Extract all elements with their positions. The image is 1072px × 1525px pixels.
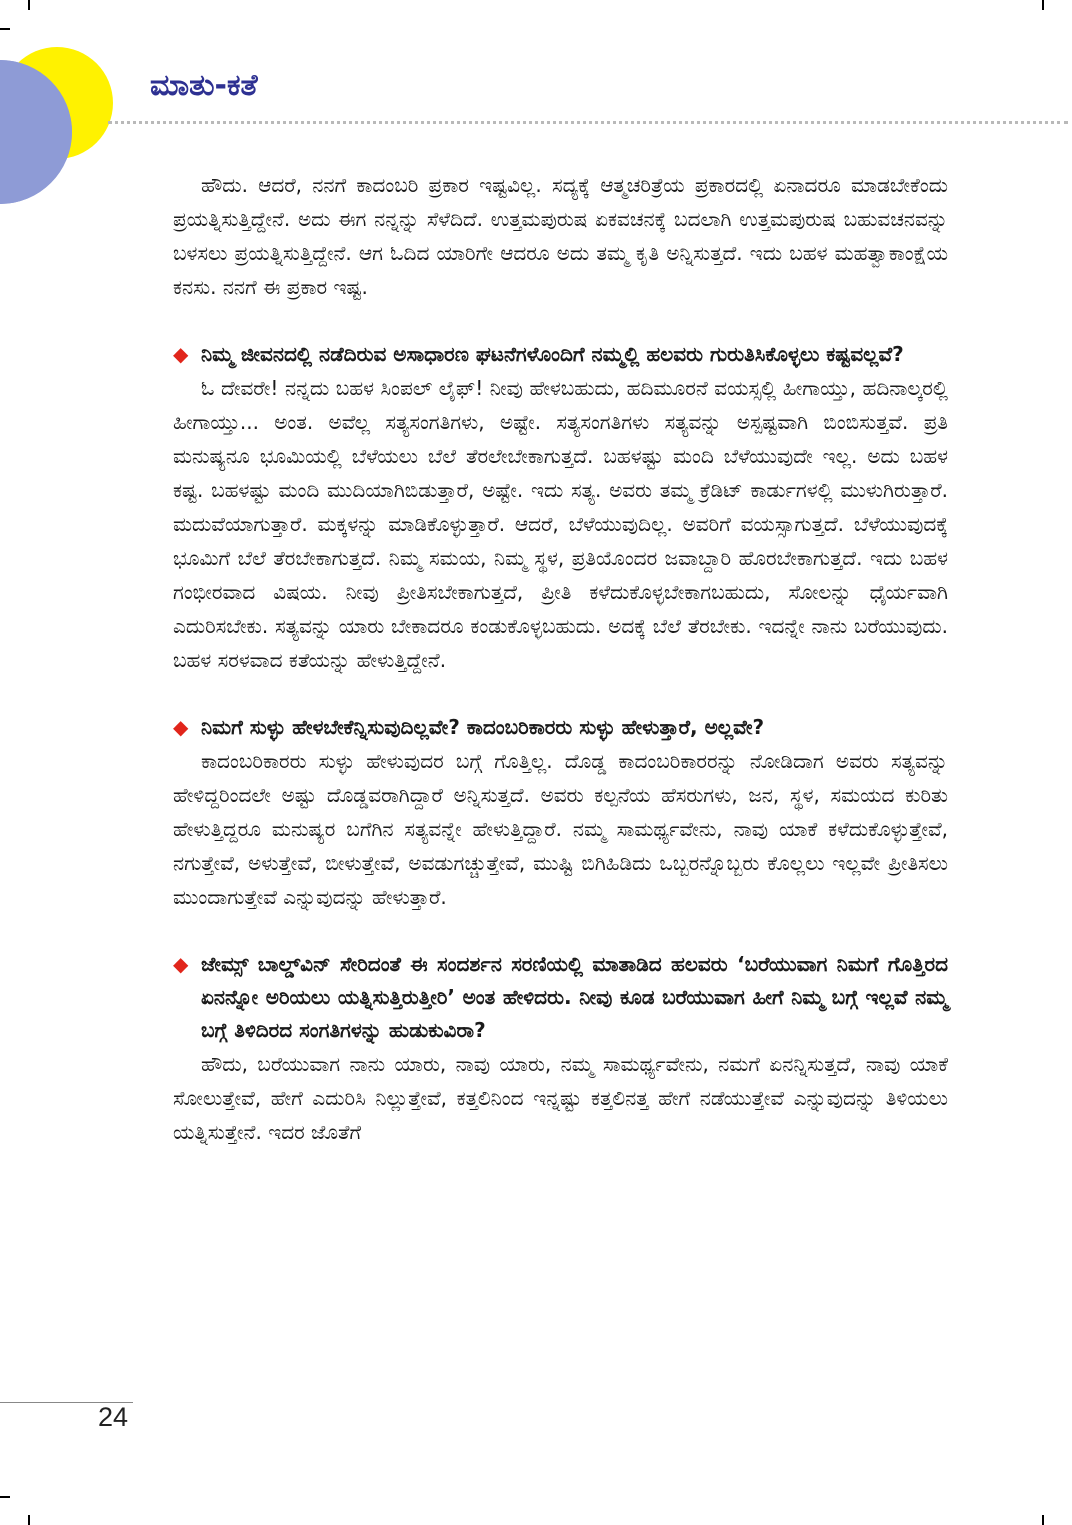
answer-paragraph: ಹೌದು, ಬರೆಯುವಾಗ ನಾನು ಯಾರು, ನಾವು ಯಾರು, ನಮ್ಮ ಸಾಮರ್ಥ್ಯವೇನು, ನಮಗೆ ಏನನ್ನಿಸುತ್ತದೆ, ನಾವು ಯಾಕೆ ಸೋಲುತ್ತೇವೆ, ಹೇಗೆ ಎದುರಿಸಿ ನಿಲ್ಲುತ್ತೇವೆ, ಕತ್ತಲಿನಿಂದ ಇನ್ನಷ್ಟು ಕತ್ತಲಿನತ್ತ ಹೇಗೆ ನಡೆಯುತ್ತೇವೆ ಎನ್ನುವುದನ್ನು ತಿಳಿಯಲು ಯತ್ನಿಸುತ್ತೇನೆ. ಇದರ ಜೊತೆಗೆ bbox=[173, 1052, 948, 1144]
page-number: 24 bbox=[98, 1402, 129, 1432]
article-body bbox=[173, 168, 948, 1149]
question-3 bbox=[173, 948, 948, 1047]
diamond-bullet-icon: ◆ bbox=[173, 715, 189, 739]
crop-mark-bottom-left bbox=[28, 1515, 30, 1525]
question-text: ನಿಮ್ಮ ಜೀವನದಲ್ಲಿ ನಡೆದಿರುವ ಅಸಾಧಾರಣ ಘಟನೆಗಳೊಂದಿಗೆ ನಮ್ಮಲ್ಲಿ ಹಲವರು ಗುರುತಿಸಿಕೊಳ್ಳಲು ಕಷ್ಟವಲ್ಲವೆ? bbox=[201, 342, 904, 366]
diamond-bullet-icon: ◆ bbox=[173, 952, 189, 976]
crop-mark-bottom-right bbox=[1042, 1515, 1044, 1525]
page-header-title: ಮಾತು-ಕತೆ bbox=[150, 68, 258, 103]
question-2 bbox=[173, 711, 948, 744]
answer-paragraph: ಓ ದೇವರೇ! ನನ್ನದು ಬಹಳ ಸಿಂಪಲ್ ಲೈಫ್! ನೀವು ಹೇಳಬಹುದು, ಹದಿಮೂರನೆ ವಯಸ್ಸಲ್ಲಿ ಹೀಗಾಯ್ತು, ಹದಿನಾಲ್ಕರಲ್ಲಿ ಹೀಗಾಯ್ತು... ಅಂತ. ಅವೆಲ್ಲ ಸತ್ಯಸಂಗತಿಗಳು, ಅಷ್ಟೇ. ಸತ್ಯಸಂಗತಿಗಳು ಸತ್ಯವನ್ನು ಅಸ್ಪಷ್ಟವಾಗಿ ಬಿಂಬಿಸುತ್ತವೆ. ಪ್ರತಿ ಮನುಷ್ಯನೂ ಭೂಮಿಯಲ್ಲಿ ಬೆಳೆಯಲು ಬೆಲೆ ತೆರಲೇಬೇಕಾಗುತ್ತದೆ. ಬಹಳಷ್ಟು ಮಂದಿ ಬೆಳೆಯುವುದೇ ಇಲ್ಲ. ಅದು ಬಹಳ ಕಷ್ಟ. ಬಹಳಷ್ಟು ಮಂದಿ ಮುದಿಯಾಗಿಬಿಡುತ್ತಾರೆ, ಅಷ್ಟೇ. ಇದು ಸತ್ಯ. ಅವರು ತಮ್ಮ ಕ್ರೆಡಿಟ್ ಕಾರ್ಡುಗಳಲ್ಲಿ ಮುಳುಗಿರುತ್ತಾರೆ. ಮದುವೆಯಾಗುತ್ತಾರೆ. ಮಕ್ಕಳನ್ನು ಮಾಡಿಕೊಳ್ಳುತ್ತಾರೆ. ಆದರೆ, ಬೆಳೆಯುವುದಿಲ್ಲ. ಅವರಿಗೆ ವಯಸ್ಸಾಗುತ್ತದೆ. ಬೆಳೆಯುವುದಕ್ಕೆ ಭೂಮಿಗೆ ಬೆಲೆ ತೆರಬೇಕಾಗುತ್ತದೆ. ನಿಮ್ಮ ಸಮಯ, ನಿಮ್ಮ ಸ್ಥಳ, ಪ್ರತಿಯೊಂದರ ಜವಾಬ್ದಾರಿ ಹೊರಬೇಕಾಗುತ್ತದೆ. ಇದು ಬಹಳ ಗಂಭೀರವಾದ ವಿಷಯ. ನೀವು ಪ್ರೀತಿಸಬೇಕಾಗುತ್ತದೆ, ಪ್ರೀತಿ ಕಳೆದುಕೊಳ್ಳಬೇಕಾಗಬಹುದು, ಸೋಲನ್ನು ಧೈರ್ಯವಾಗಿ ಎದುರಿಸಬೇಕು. ಸತ್ಯವನ್ನು ಯಾರು ಬೇಕಾದರೂ ಕಂಡುಕೊಳ್ಳಬಹುದು. ಅದಕ್ಕೆ ಬೆಲೆ ತೆರಬೇಕು. ಇದನ್ನೇ ನಾನು ಬರೆಯುವುದು. ಬಹಳ ಸರಳವಾದ ಕತೆಯನ್ನು ಹೇಳುತ್ತಿದ್ದೇನೆ. bbox=[173, 376, 948, 672]
answer-paragraph: ಹೌದು. ಆದರೆ, ನನಗೆ ಕಾದಂಬರಿ ಪ್ರಕಾರ ಇಷ್ಟವಿಲ್ಲ. ಸದ್ಯಕ್ಕೆ ಆತ್ಮಚರಿತ್ರೆಯ ಪ್ರಕಾರದಲ್ಲಿ ಏನಾದರೂ ಮಾಡಬೇಕೆಂದು ಪ್ರಯತ್ನಿಸುತ್ತಿದ್ದೇನೆ. ಅದು ಈಗ ನನ್ನನ್ನು ಸೆಳೆದಿದೆ. ಉತ್ತಮಪುರುಷ ಏಕವಚನಕ್ಕೆ ಬದಲಾಗಿ ಉತ್ತಮಪುರುಷ ಬಹುವಚನವನ್ನು ಬಳಸಲು ಪ್ರಯತ್ನಿಸುತ್ತಿದ್ದೇನೆ. ಆಗ ಓದಿದ ಯಾರಿಗೇ ಆದರೂ ಅದು ತಮ್ಮ ಕೃತಿ ಅನ್ನಿಸುತ್ತದೆ. ಇದು ಬಹಳ ಮಹತ್ವಾಕಾಂಕ್ಷೆಯ ಕನಸು. ನನಗೆ ಈ ಪ್ರಕಾರ ಇಷ್ಟ. bbox=[173, 173, 948, 299]
question-text: ನಿಮಗೆ ಸುಳ್ಳು ಹೇಳಬೇಕೆನ್ನಿಸುವುದಿಲ್ಲವೇ? ಕಾದಂಬರಿಕಾರರು ಸುಳ್ಳು ಹೇಳುತ್ತಾರೆ, ಅಲ್ಲವೇ? bbox=[201, 715, 765, 739]
header-dotted-divider bbox=[108, 121, 1068, 124]
header-decoration bbox=[0, 0, 140, 220]
question-1 bbox=[173, 338, 948, 371]
diamond-bullet-icon: ◆ bbox=[173, 342, 189, 366]
answer-paragraph: ಕಾದಂಬರಿಕಾರರು ಸುಳ್ಳು ಹೇಳುವುದರ ಬಗ್ಗೆ ಗೊತ್ತಿಲ್ಲ. ದೊಡ್ಡ ಕಾದಂಬರಿಕಾರರನ್ನು ನೋಡಿದಾಗ ಅವರು ಸತ್ಯವನ್ನು ಹೇಳಿದ್ದರಿಂದಲೇ ಅಷ್ಟು ದೊಡ್ಡವರಾಗಿದ್ದಾರೆ ಅನ್ನಿಸುತ್ತದೆ. ಅವರು ಕಲ್ಪನೆಯ ಹೆಸರುಗಳು, ಜನ, ಸ್ಥಳ, ಸಮಯದ ಕುರಿತು ಹೇಳುತ್ತಿದ್ದರೂ ಮನುಷ್ಯರ ಬಗೆಗಿನ ಸತ್ಯವನ್ನೇ ಹೇಳುತ್ತಿದ್ದಾರೆ. ನಮ್ಮ ಸಾಮರ್ಥ್ಯವೇನು, ನಾವು ಯಾಕೆ ಕಳೆದುಕೊಳ್ಳುತ್ತೇವೆ, ನಗುತ್ತೇವೆ, ಅಳುತ್ತೇವೆ, ಬೀಳುತ್ತೇವೆ, ಅವಡುಗಚ್ಚುತ್ತೇವೆ, ಮುಷ್ಟಿ ಬಿಗಿಹಿಡಿದು ಒಬ್ಬರನ್ನೊಬ್ಬರು ಕೊಲ್ಲಲು ಇಲ್ಲವೇ ಪ್ರೀತಿಸಲು ಮುಂದಾಗುತ್ತೇವೆ ಎನ್ನುವುದನ್ನು ಹೇಳುತ್ತಾರೆ. bbox=[173, 749, 948, 909]
question-text: ಜೇಮ್ಸ್ ಬಾಲ್ಡ್‌ವಿನ್ ಸೇರಿದಂತೆ ಈ ಸಂದರ್ಶನ ಸರಣಿಯಲ್ಲಿ ಮಾತಾಡಿದ ಹಲವರು ‘ಬರೆಯುವಾಗ ನಿಮಗೆ ಗೊತ್ತಿರದ ಏನನ್ನೋ ಅರಿಯಲು ಯತ್ನಿಸುತ್ತಿರುತ್ತೀರಿ’ ಅಂತ ಹೇಳಿದರು. ನೀವು ಕೂಡ ಬರೆಯುವಾಗ ಹೀಗೆ ನಿಮ್ಮ ಬಗ್ಗೆ ಇಲ್ಲವೆ ನಮ್ಮ ಬಗ್ಗೆ ತಿಳಿದಿರದ ಸಂಗತಿಗಳನ್ನು ಹುಡುಕುವಿರಾ? bbox=[201, 952, 948, 1042]
crop-mark-left-lower bbox=[0, 1496, 10, 1498]
crop-mark-top-right bbox=[1042, 0, 1044, 10]
